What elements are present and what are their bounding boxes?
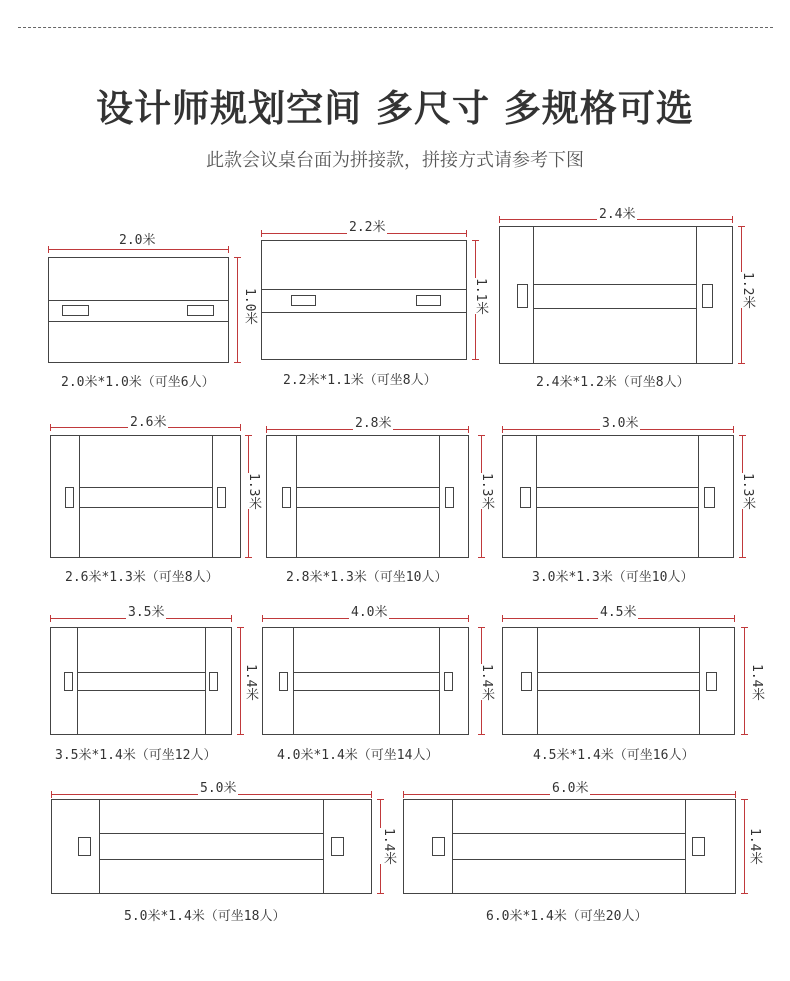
- table-caption: 2.8米*1.3米（可坐10人）: [286, 570, 448, 585]
- table-top: [403, 799, 736, 894]
- table-caption: 5.0米*1.4米（可坐18人）: [124, 909, 286, 924]
- depth-dimension-line: [237, 257, 238, 363]
- cable-port: [692, 837, 705, 856]
- depth-label: 1.4米: [479, 664, 494, 701]
- cable-port: [279, 672, 288, 691]
- depth-label: 1.4米: [243, 664, 258, 701]
- width-dimension-line: [48, 249, 229, 250]
- page-title: 设计师规划空间 多尺寸 多规格可选: [96, 87, 694, 130]
- width-label: 4.5米: [598, 601, 638, 620]
- table-caption: 2.4米*1.2米（可坐8人）: [536, 375, 690, 390]
- table-top: [261, 240, 467, 360]
- table-top: [262, 627, 469, 735]
- cable-port: [521, 672, 532, 691]
- width-label: 2.0米: [117, 229, 157, 248]
- cable-port: [187, 305, 214, 316]
- width-label: 2.6米: [128, 411, 168, 430]
- seam-line: [49, 321, 228, 322]
- cable-port: [702, 284, 713, 308]
- width-label: 2.8米: [353, 412, 393, 431]
- table-top: [266, 435, 469, 558]
- table-caption: 2.6米*1.3米（可坐8人）: [65, 570, 219, 585]
- center-strip: [77, 672, 206, 691]
- cable-port: [291, 295, 316, 306]
- depth-label: 1.3米: [246, 473, 261, 510]
- center-strip: [293, 672, 440, 691]
- depth-label: 1.4米: [381, 828, 396, 865]
- depth-label: 1.3米: [740, 473, 755, 510]
- table-caption: 3.0米*1.3米（可坐10人）: [532, 570, 694, 585]
- cable-port: [282, 487, 291, 508]
- cable-port: [65, 487, 74, 508]
- depth-label: 1.1米: [473, 278, 488, 315]
- cable-port: [217, 487, 226, 508]
- depth-label: 1.4米: [749, 664, 764, 701]
- center-strip: [452, 833, 686, 860]
- cable-port: [432, 837, 445, 856]
- table-caption: 6.0米*1.4米（可坐20人）: [486, 909, 648, 924]
- table-caption: 3.5米*1.4米（可坐12人）: [55, 748, 217, 763]
- cable-port: [704, 487, 715, 508]
- cable-port: [64, 672, 73, 691]
- center-strip: [536, 487, 699, 508]
- cable-port: [444, 672, 453, 691]
- depth-label: 1.3米: [479, 473, 494, 510]
- width-label: 4.0米: [349, 601, 389, 620]
- center-strip: [533, 284, 697, 309]
- cable-port: [209, 672, 218, 691]
- center-strip: [296, 487, 440, 508]
- seam-line: [262, 289, 466, 290]
- cable-port: [78, 837, 91, 856]
- cable-port: [331, 837, 344, 856]
- width-label: 3.5米: [126, 601, 166, 620]
- cable-port: [517, 284, 528, 308]
- cable-port: [445, 487, 454, 508]
- cable-port: [62, 305, 89, 316]
- width-label: 6.0米: [550, 777, 590, 796]
- width-label: 5.0米: [198, 777, 238, 796]
- cable-port: [416, 295, 441, 306]
- table-top: [499, 226, 733, 364]
- depth-label: 1.0米: [242, 288, 257, 325]
- table-caption: 4.0米*1.4米（可坐14人）: [277, 748, 439, 763]
- cable-port: [706, 672, 717, 691]
- depth-label: 1.2米: [740, 272, 755, 309]
- cable-port: [520, 487, 531, 508]
- top-dashed-rule: [18, 27, 773, 28]
- seam-line: [262, 312, 466, 313]
- center-strip: [79, 487, 213, 508]
- table-caption: 2.2米*1.1米（可坐8人）: [283, 373, 437, 388]
- depth-label: 1.4米: [747, 828, 762, 865]
- table-top: [48, 257, 229, 363]
- table-top: [50, 627, 232, 735]
- center-strip: [537, 672, 700, 691]
- center-strip: [99, 833, 324, 860]
- table-top: [51, 799, 372, 894]
- width-label: 3.0米: [600, 412, 640, 431]
- table-caption: 2.0米*1.0米（可坐6人）: [61, 375, 215, 390]
- table-top: [502, 627, 735, 735]
- width-label: 2.2米: [347, 216, 387, 235]
- width-label: 2.4米: [597, 203, 637, 222]
- table-top: [502, 435, 734, 558]
- table-caption: 4.5米*1.4米（可坐16人）: [533, 748, 695, 763]
- depth-dimension-line: [744, 627, 745, 735]
- seam-line: [49, 300, 228, 301]
- page-subtitle: 此款会议桌台面为拼接款，拼接方式请参考下图: [206, 150, 584, 171]
- table-top: [50, 435, 241, 558]
